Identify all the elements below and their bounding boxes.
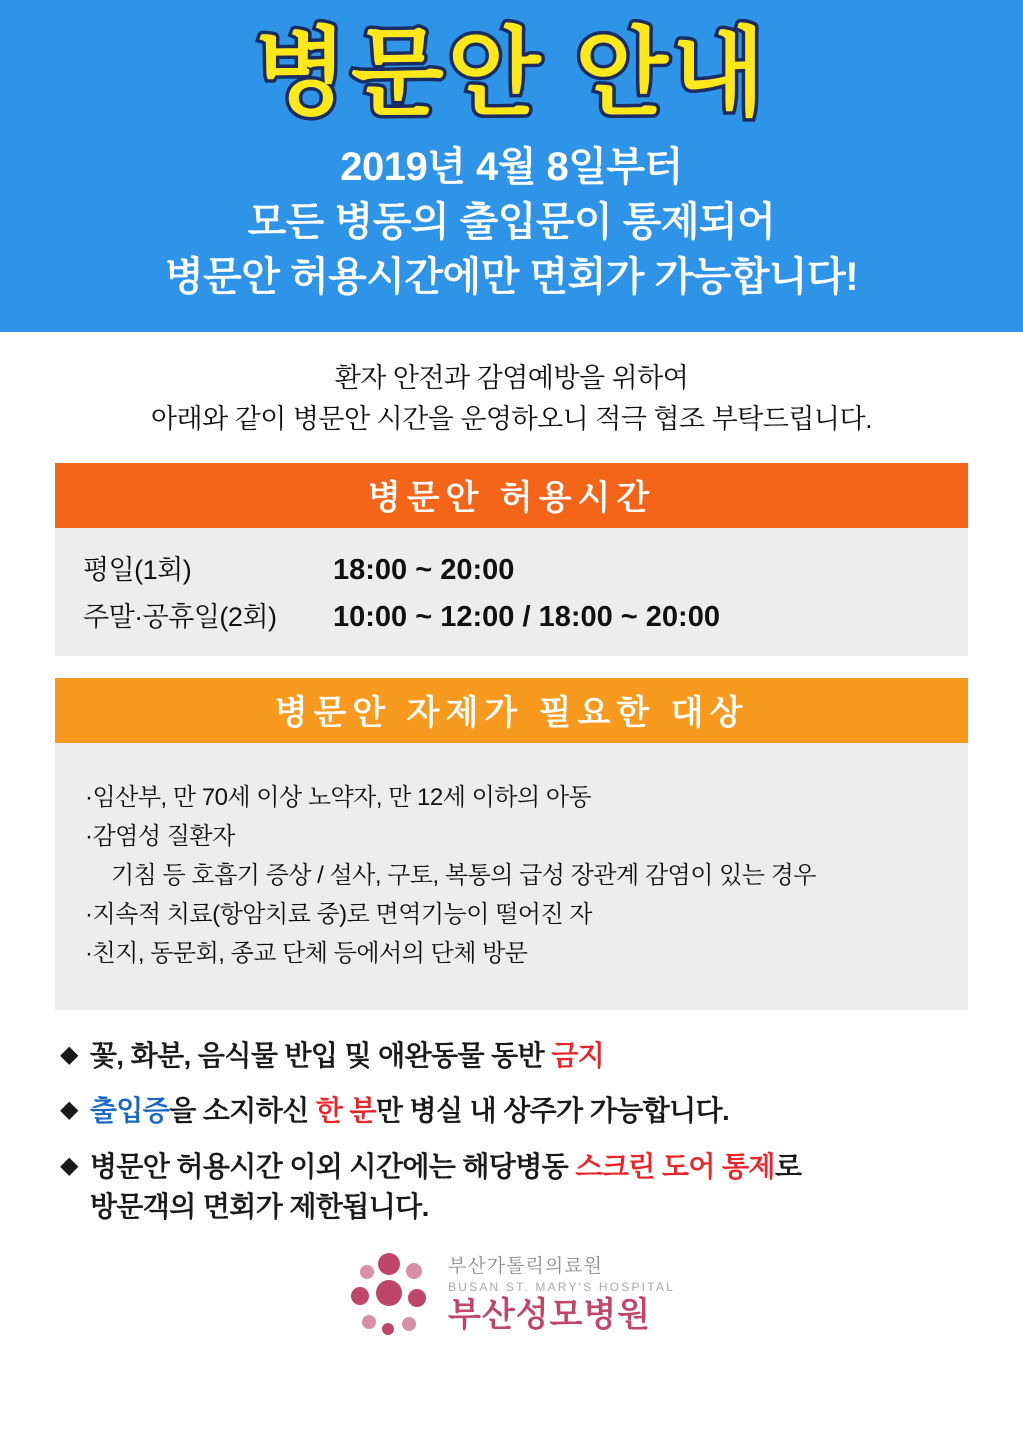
list-item: ·감염성 질환자 (85, 823, 235, 851)
note-3-line-2: 방문객의 면회가 제한됩니다. (89, 1190, 429, 1222)
note-2-text (90, 1091, 729, 1131)
visiting-hours-section (55, 463, 968, 656)
restricted-visitors-list (55, 775, 968, 975)
notes-section (60, 1036, 963, 1227)
note-2-highlight-pass: 출입증 (89, 1095, 170, 1127)
note-item-1 (60, 1036, 963, 1076)
header-subtitle (0, 140, 1023, 306)
hours-value-weekend: 10:00 ~ 12:00 / 18:00 ~ 20:00 (333, 601, 720, 634)
diamond-bullet-icon: ◆ (60, 1096, 78, 1124)
intro-line-1: 환자 안전과 감염예방을 위하여 (334, 362, 689, 393)
list-item: ·지속적 치료(항암치료 중)로 면역기능이 떨어진 자 (85, 900, 592, 928)
note-3-text (90, 1147, 801, 1227)
diamond-bullet-icon: ◆ (60, 1040, 78, 1068)
logo-org-top: 부산가톨릭의료원 (448, 1255, 603, 1277)
note-2-part-2: 을 소지하신 (169, 1095, 316, 1127)
note-2-highlight-one-person: 한 분 (315, 1095, 376, 1127)
hours-value-weekday: 18:00 ~ 20:00 (333, 554, 515, 587)
note-1-part-1: 꽃, 화분, 음식물 반입 및 애완동물 동반 (89, 1039, 552, 1071)
table-row (55, 544, 968, 591)
list-item: ·임산부, 만 70세 이상 노약자, 만 12세 이하의 아동 (85, 784, 592, 812)
logo-org-english: BUSAN ST. MARY'S HOSPITAL (448, 1279, 675, 1294)
note-1-text (90, 1036, 604, 1076)
header-subtitle-line-1: 2019년 4월 8일부터 (340, 145, 683, 189)
restricted-visitors-body (55, 743, 968, 1009)
list-item: ·친지, 동문회, 종교 단체 등에서의 단체 방문 (85, 939, 528, 967)
list-item: 기침 등 호흡기 증상 / 설사, 구토, 복통의 급성 장관계 감염이 있는 경우 (111, 862, 816, 889)
note-1-highlight: 금지 (551, 1039, 605, 1071)
note-item-3 (60, 1147, 963, 1227)
visiting-hours-heading: 병문안 허용시간 (55, 463, 968, 528)
poster-header (0, 0, 1023, 332)
note-3-part-1: 병문안 허용시간 이외 시간에는 해당병동 (89, 1151, 576, 1183)
note-item-2 (60, 1091, 963, 1131)
restricted-visitors-section (55, 678, 968, 1009)
note-3-highlight: 스크린 도어 통제 (575, 1151, 775, 1183)
logo-text-block (448, 1257, 675, 1334)
visiting-hours-body (55, 528, 968, 656)
logo-org-name: 부산성모병원 (448, 1295, 652, 1334)
note-2-part-3: 만 병실 내 상주가 가능합니다. (375, 1095, 730, 1127)
page-title: 병문안 안내 (254, 20, 769, 127)
hospital-logo (0, 1253, 1023, 1339)
header-subtitle-line-2: 모든 병동의 출입문이 통제되어 (247, 200, 776, 245)
intro-text (0, 358, 1023, 442)
hours-label-weekday: 평일(1회) (83, 555, 192, 586)
diamond-bullet-icon: ◆ (60, 1152, 78, 1180)
header-subtitle-line-3: 병문안 허용시간에만 면회가 가능합니다! (164, 255, 859, 300)
restricted-visitors-heading: 병문안 자제가 필요한 대상 (55, 678, 968, 743)
hours-label-weekend: 주말·공휴일(2회) (83, 602, 277, 633)
intro-line-2: 아래와 같이 병문안 시간을 운영하오니 적극 협조 부탁드립니다. (150, 404, 873, 435)
logo-dots-icon (348, 1253, 434, 1339)
table-row (55, 591, 968, 638)
note-3-part-2: 로 (774, 1151, 802, 1183)
